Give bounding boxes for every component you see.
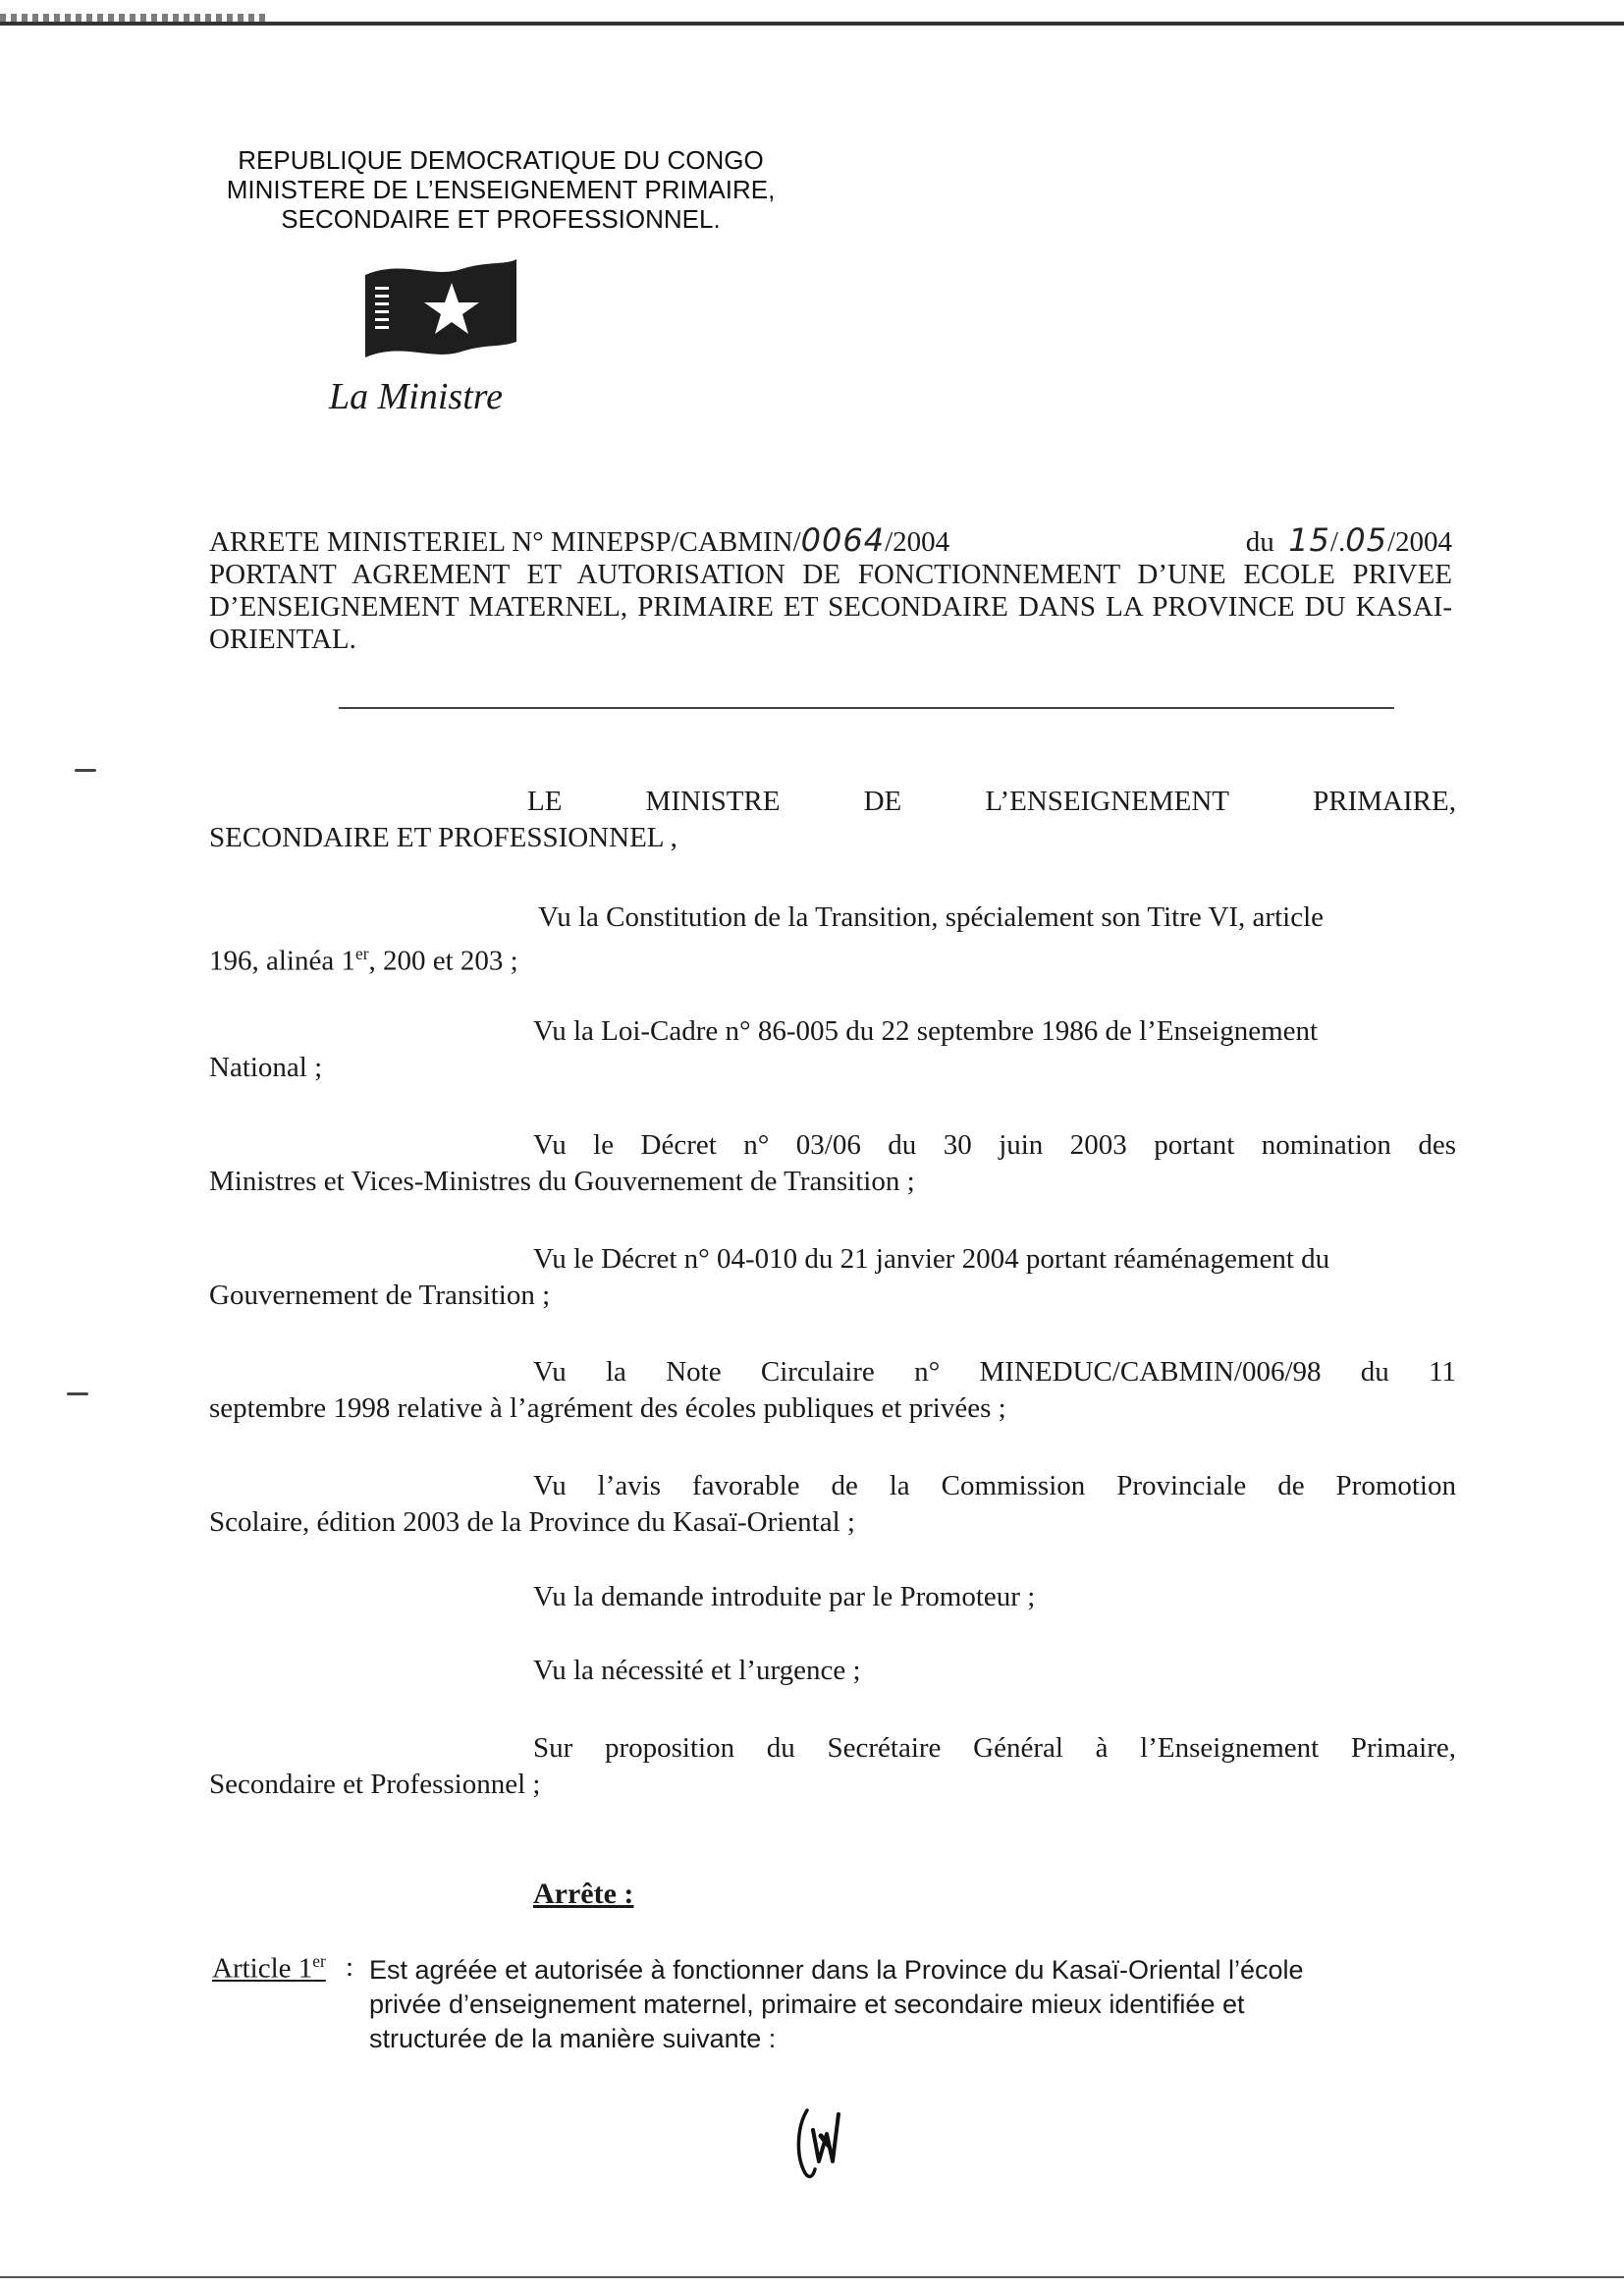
vu-decret-nomination-line-1: Vu le Décret n° 03/06 du 30 juin 2003 portant nomination des [533,1129,1456,1161]
article-1-line-3: structurée de la manière suivante : [369,2024,777,2053]
vu-note-circulaire-line-1: Vu la Note Circulaire n° MINEDUC/CABMIN/006/98 du 11 [533,1356,1456,1388]
vu-loi-cadre-line-2: National ; [209,1052,323,1083]
article-1-colon: : [346,1951,354,1983]
vu-constitution-line-2: 196, alinéa 1 [209,945,355,977]
vu-loi-cadre [209,1013,1456,1086]
vu-decret-nomination [209,1127,1456,1200]
vu-decret-nomination-line-2: Ministres et Vices-Ministres du Gouvernement de Transition ; [209,1166,915,1197]
scan-mark [75,769,96,772]
vu-constitution-line-2-end: , 200 et 203 ; [368,945,518,977]
minister-preamble [209,784,1456,856]
handwritten-initials [793,2097,852,2185]
arrete-heading: Arrête : [533,1878,634,1910]
vu-constitution [209,899,1456,980]
decree-date-year: /2004 [1386,526,1452,558]
minister-word: PRIMAIRE, [1313,786,1456,817]
decree-ref-year: /2004 [885,526,950,558]
vu-decret-reamenagement-line-2: Gouvernement de Transition ; [209,1280,551,1311]
decree-title [209,521,1452,656]
letterhead [147,145,854,234]
vu-constitution-line-1: Vu la Constitution de la Transition, spécialement son Titre VI, article [538,901,1324,933]
vu-demande-line: Vu la demande introduite par le Promoteur ; [533,1581,1036,1612]
minister-word: MINISTRE [645,786,781,817]
decree-subject: PORTANT AGREMENT ET AUTORISATION DE FONCTIONNEMENT D’UNE ECOLE PRIVEE D’ENSEIGNEMENT MATERNEL, PRIMAIRE ET SECONDAIRE DANS LA PROVINCE DU KASAI-ORIENTAL. [209,559,1452,655]
minister-word: LE [527,786,563,817]
bottom-border-line [0,2276,1624,2278]
vu-avis-commission [209,1468,1456,1541]
article-1-line-2: privée d’enseignement maternel, primaire et secondaire mieux identifiée et [369,1989,1245,2019]
vu-decret-reamenagement-line-1: Vu le Décret n° 04-010 du 21 janvier 2004 portant réaménagement du [533,1243,1330,1275]
superscript: er [312,1951,326,1971]
letterhead-line-3: SECONDAIRE ET PROFESSIONNEL. [281,204,721,234]
vu-loi-cadre-line-1: Vu la Loi-Cadre n° 86-005 du 22 septembre 1986 de l’Enseignement [533,1015,1319,1047]
article-1-line-1: Est agréée et autorisée à fonctionner dans la Province du Kasaï-Oriental l’école [369,1955,1304,1985]
article-1-label [212,1951,326,1986]
vu-note-circulaire [209,1354,1456,1427]
vu-note-circulaire-line-2: septembre 1998 relative à l’agrément des écoles publiques et privées ; [209,1392,1006,1424]
decree-date-month: 05 [1345,521,1387,559]
sur-proposition-line-2: Secondaire et Professionnel ; [209,1769,541,1800]
vu-necessite-line: Vu la nécessité et l’urgence ; [533,1655,861,1686]
sur-proposition-line-1: Sur proposition du Secrétaire Général à l’Enseignement Primaire, [533,1732,1456,1764]
article-1-text [369,1953,1459,2056]
decree-date-day: 15 [1288,521,1330,559]
minister-word: DE [863,786,902,817]
superscript: er [354,944,369,963]
sur-proposition [209,1730,1456,1803]
letterhead-line-2: MINISTERE DE L’ENSEIGNEMENT PRIMAIRE, [226,175,776,204]
vu-necessite [209,1653,1456,1689]
vu-decret-reamenagement [209,1241,1456,1314]
scan-mark [67,1392,88,1395]
vu-avis-commission-line-1: Vu l’avis favorable de la Commission Provinciale de Promotion [533,1470,1456,1501]
decree-number-handwritten: 0064 [800,521,886,559]
vu-demande [209,1579,1456,1615]
minister-title: La Ministre [329,376,503,417]
decree-reference-line: ARRETE MINISTERIEL N° MINEPSP/CABMIN/0064/2004 du 15/.05/2004 [209,521,1452,559]
letterhead-line-1: REPUBLIQUE DEMOCRATIQUE DU CONGO [238,145,764,175]
decree-ref-prefix: ARRETE MINISTERIEL N° MINEPSP/CABMIN/ [209,526,801,558]
decree-du: du [1245,526,1274,558]
national-flag-icon [363,257,518,365]
minister-line-2: SECONDAIRE ET PROFESSIONNEL , [209,822,677,853]
vu-avis-commission-line-2: Scolaire, édition 2003 de la Province du Kasaï-Oriental ; [209,1506,855,1538]
top-border-line [0,22,1624,26]
minister-word: L’ENSEIGNEMENT [985,786,1230,817]
article-label-text: Article 1 [212,1952,313,1985]
separator-line [339,707,1394,709]
